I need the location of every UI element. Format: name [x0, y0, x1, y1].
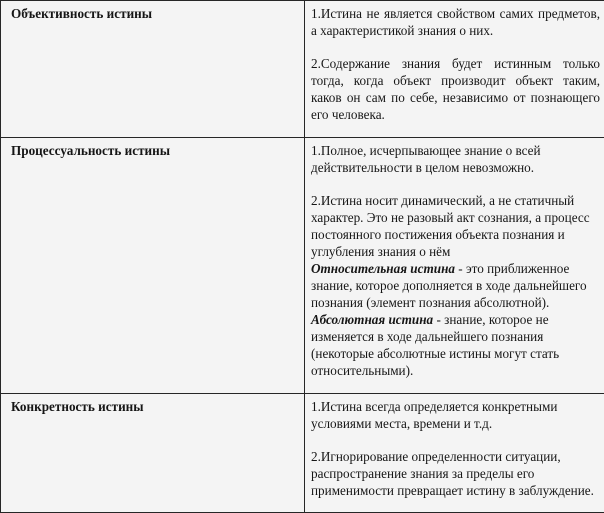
definition-paragraph: 2.Содержание знания будет истинным только тогда, когда объект производит объект таким, каков он сам по себе, независимо от познающего его человека.: [311, 55, 600, 123]
table-row: [1, 394, 604, 513]
term-objectivity: Объективность истины: [11, 5, 298, 22]
term-cell: [1, 1, 305, 138]
term-cell: [1, 394, 305, 513]
relative-truth-paragraph: [311, 260, 600, 311]
term-concreteness: Конкретность истины: [11, 398, 298, 415]
term-processuality: Процессуальность истины: [11, 142, 298, 159]
relative-truth-text: - это приближенное знание, которое дополняется в ходе дальнейшего познания (элемент познания абсолютной).: [311, 261, 587, 310]
absolute-truth-text: - знание, которое не изменяется в ходе дальнейшего познания (некоторые абсолютные истины могут стать относительными).: [311, 312, 559, 378]
definition-cell: [305, 1, 604, 138]
definition-paragraph: 1.Полное, исчерпывающее знание о всей действительности в целом невозможно.: [311, 142, 600, 176]
absolute-truth-paragraph: [311, 311, 600, 379]
definition-paragraph: 2.Игнорирование определенности ситуации, распространение знания за пределы его применимости превращает истину в заблуждение.: [311, 448, 600, 499]
definition-cell: [305, 394, 604, 513]
definition-cell: [305, 138, 604, 394]
table-row: [1, 1, 604, 138]
definition-paragraph: 1.Истина не является свойством самих предметов, а характеристикой знания о них.: [311, 5, 600, 39]
definition-paragraph: 1.Истина всегда определяется конкретными условиями места, времени и т.д.: [311, 398, 600, 432]
table-row: [1, 138, 604, 394]
definition-paragraph: 2.Истина носит динамический, а не статичный характер. Это не разовый акт сознания, а процесс постоянного постижения объекта познания и углубления знания о нём: [311, 192, 600, 260]
absolute-truth-term: Абсолютная истина: [311, 312, 433, 327]
term-cell: [1, 138, 305, 394]
relative-truth-term: Относительная истина: [311, 261, 455, 276]
